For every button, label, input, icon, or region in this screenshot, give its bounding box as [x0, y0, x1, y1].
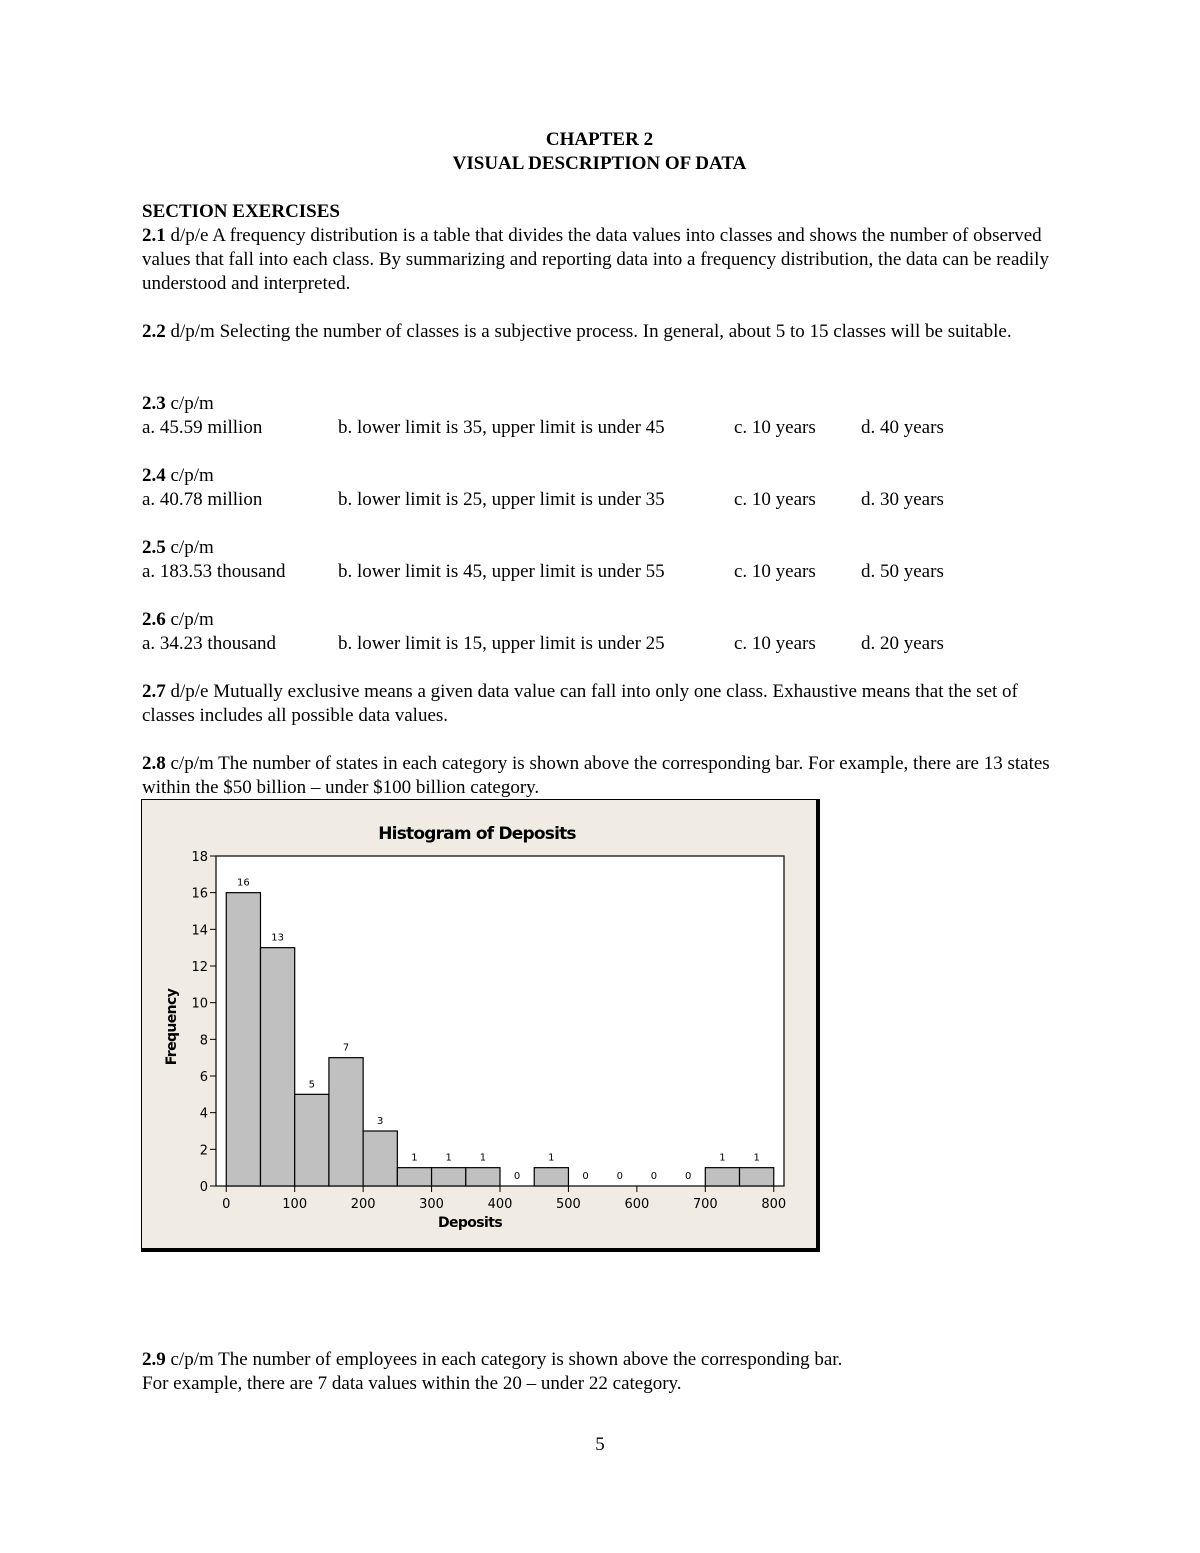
answer-a: a. 183.53 thousand [142, 561, 286, 582]
y-tick-label: 14 [191, 923, 208, 939]
bar-data-label: 0 [513, 1171, 521, 1182]
exercise-2-2 [142, 320, 1072, 344]
bar-data-label: 1 [753, 1152, 760, 1164]
exercise-number: 2.5 [142, 537, 166, 558]
histogram-bar [705, 1168, 739, 1186]
answer-b: b. lower limit is 35, upper limit is under 45 [338, 417, 665, 438]
y-tick-label: 12 [191, 960, 208, 975]
bar-data-label: 1 [548, 1152, 555, 1164]
answer-c: c. 10 years [734, 417, 816, 438]
answer-a: a. 45.59 million [142, 417, 263, 438]
x-tick-label: 300 [419, 1197, 444, 1212]
chapter-number: CHAPTER 2 [545, 129, 654, 150]
histogram-chart [142, 800, 816, 1248]
x-tick-label: 200 [350, 1197, 376, 1212]
exercise-code: c/p/m [165, 609, 214, 630]
histogram-bar [260, 948, 294, 1186]
x-axis-label: Deposits [437, 1215, 503, 1231]
answer-c: c. 10 years [734, 489, 816, 510]
histogram-figure [141, 799, 820, 1252]
histogram-bar [226, 893, 260, 1186]
exercise-2-7 [142, 680, 1072, 728]
exercise-number: 2.9 [142, 1349, 166, 1370]
exercise-number: 2.1 [142, 225, 166, 246]
exercise-text: c/p/m The number of employees in each category is shown above the corresponding bar. [165, 1349, 843, 1370]
histogram-bar [466, 1168, 500, 1186]
histogram-bar [432, 1168, 466, 1186]
answer-b: b. lower limit is 45, upper limit is under 55 [338, 561, 665, 582]
answer-b: b. lower limit is 25, upper limit is under 35 [338, 489, 665, 510]
exercise-number: 2.8 [142, 753, 166, 774]
exercise-number: 2.2 [142, 321, 166, 342]
histogram-bar [740, 1168, 774, 1186]
bar-data-label: 0 [616, 1171, 623, 1182]
bar-data-label: 16 [237, 877, 250, 889]
histogram-bar [534, 1168, 568, 1186]
chapter-title: VISUAL DESCRIPTION OF DATA [452, 153, 747, 174]
y-tick-label: 18 [191, 850, 208, 865]
answer-d: d. 40 years [861, 417, 944, 438]
bar-data-label: 13 [271, 932, 284, 944]
x-tick-label: 0 [222, 1197, 231, 1212]
bar-data-label: 0 [650, 1171, 658, 1182]
answer-c: c. 10 years [734, 633, 816, 654]
bar-data-label: 7 [342, 1042, 350, 1054]
exercise-number: 2.3 [142, 393, 166, 414]
chart-title: Histogram of Deposits [378, 824, 576, 844]
exercise-2-3 [142, 392, 1072, 416]
y-tick-label: 6 [199, 1070, 208, 1085]
exercise-2-6 [142, 608, 1072, 632]
bar-data-label: 5 [308, 1079, 315, 1091]
exercise-2-1 [142, 224, 1072, 296]
answer-c: c. 10 years [734, 561, 816, 582]
y-tick-label: 16 [191, 886, 208, 902]
exercise-code: c/p/m [165, 465, 214, 486]
y-tick-label: 2 [199, 1143, 208, 1159]
answer-d: d. 30 years [861, 489, 944, 510]
exercise-2-5 [142, 536, 1072, 560]
histogram-bar [329, 1058, 363, 1186]
y-tick-label: 0 [199, 1180, 208, 1195]
bar-data-label: 0 [582, 1171, 589, 1182]
answer-d: d. 50 years [861, 561, 944, 582]
exercise-text-line2: For example, there are 7 data values within the 20 – under 22 category. [142, 1373, 682, 1394]
x-tick-label: 600 [624, 1197, 650, 1212]
x-tick-label: 800 [761, 1197, 787, 1212]
bar-data-label: 1 [445, 1152, 452, 1164]
y-tick-label: 10 [191, 996, 208, 1012]
x-tick-label: 100 [282, 1197, 308, 1212]
answer-a: a. 40.78 million [142, 489, 263, 510]
y-axis-label: Frequency [164, 988, 180, 1066]
exercise-text: d/p/e Mutually exclusive means a given data value can fall into only one class. Exhaustive means that the set of classes includes all possible data values. [142, 681, 1018, 726]
bar-data-label: 3 [377, 1116, 384, 1127]
y-tick-label: 4 [199, 1106, 208, 1122]
answer-a: a. 34.23 thousand [142, 633, 277, 654]
exercise-text: c/p/m The number of states in each category is shown above the corresponding bar. For example, there are 13 states within the $50 billion – under $100 billion category. [142, 753, 1050, 798]
exercise-text: d/p/e A frequency distribution is a table that divides the data values into classes and shows the number of observed values that fall into each class. By summarizing and reporting data into a frequency distribution, the data can be readily understood and interpreted. [142, 225, 1049, 294]
histogram-bar [363, 1131, 397, 1186]
bar-data-label: 1 [479, 1152, 487, 1164]
x-tick-label: 700 [692, 1197, 718, 1212]
exercise-2-8 [142, 752, 1072, 800]
exercise-code: c/p/m [165, 537, 214, 558]
exercise-2-4 [142, 464, 1072, 488]
answer-b: b. lower limit is 15, upper limit is under 25 [338, 633, 665, 654]
answer-d: d. 20 years [861, 633, 944, 654]
histogram-bar [397, 1168, 431, 1186]
page-number: 5 [595, 1434, 605, 1455]
histogram-bar [295, 1094, 329, 1186]
exercise-number: 2.7 [142, 681, 166, 702]
exercise-number: 2.6 [142, 609, 166, 630]
x-tick-label: 500 [556, 1197, 581, 1212]
bar-data-label: 1 [719, 1152, 726, 1164]
exercise-number: 2.4 [142, 465, 166, 486]
section-title: SECTION EXERCISES [142, 201, 340, 222]
exercise-2-9 [142, 1348, 1072, 1396]
exercise-text: d/p/m Selecting the number of classes is a subjective process. In general, about 5 to 15 classes will be suitable. [165, 321, 1012, 342]
x-tick-label: 400 [487, 1197, 513, 1212]
y-tick-label: 8 [199, 1033, 208, 1049]
bar-data-label: 1 [411, 1152, 418, 1164]
exercise-code: c/p/m [165, 393, 214, 414]
bar-data-label: 0 [685, 1171, 692, 1182]
